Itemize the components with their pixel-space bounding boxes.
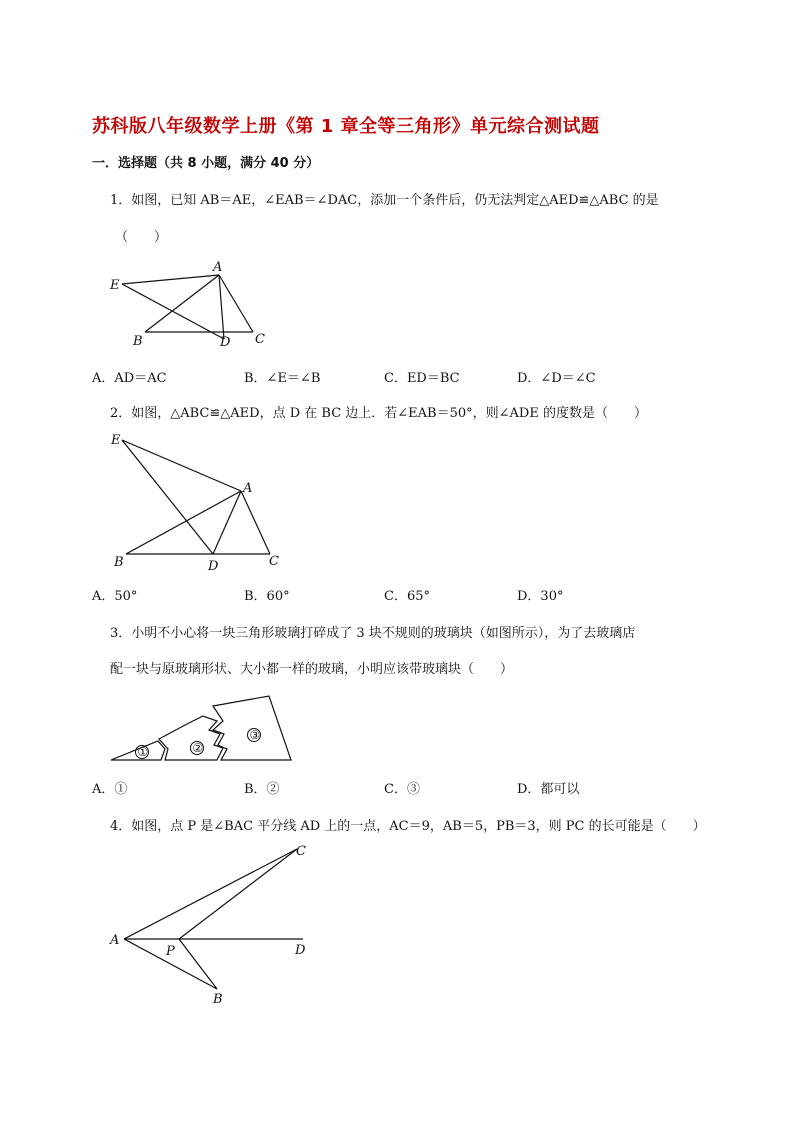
label-C: C xyxy=(269,554,279,569)
question-2-option-b[interactable]: B．60° xyxy=(244,589,290,604)
segment-AC xyxy=(219,275,253,332)
question-2-option-c[interactable]: C．65° xyxy=(384,589,430,604)
label-D: D xyxy=(208,559,219,574)
question-2-figure xyxy=(100,428,300,578)
question-1-answer-bracket: （ ） xyxy=(115,230,168,245)
segment-PC xyxy=(179,849,297,939)
question-4-figure xyxy=(100,840,320,1010)
page-title: 苏科版八年级数学上册《第 1 章全等三角形》单元综合测试题 xyxy=(92,116,600,137)
question-3-option-c[interactable]: C．③ xyxy=(384,782,420,797)
label-E: E xyxy=(111,433,121,448)
label-D: D xyxy=(220,335,231,350)
segment-AB xyxy=(126,491,241,554)
segment-ED xyxy=(122,440,213,554)
segment-EA xyxy=(122,440,241,491)
segment-AB xyxy=(145,275,219,332)
segment-AC xyxy=(241,491,270,554)
label-P: P xyxy=(166,944,175,959)
segment-EA xyxy=(122,275,219,284)
question-2-option-a[interactable]: A．50° xyxy=(92,589,138,604)
segment-AC xyxy=(124,849,297,939)
question-1-option-a[interactable]: A．AD＝AC xyxy=(92,371,167,386)
glass-piece-2 xyxy=(159,716,223,760)
question-1-option-d[interactable]: D．∠D＝∠C xyxy=(517,371,596,386)
segment-AD xyxy=(213,491,241,554)
question-2-stem: 2．如图，△ABC≌△AED，点 D 在 BC 边上．若∠EAB＝50°，则∠ADE 的度数是（ ） xyxy=(110,406,647,421)
question-3-option-d[interactable]: D．都可以 xyxy=(517,782,580,797)
question-3-stem-line2: 配一块与原玻璃形状、大小都一样的玻璃，小明应该带玻璃块（ ） xyxy=(110,662,514,677)
label-C: C xyxy=(255,332,265,347)
question-3-figure xyxy=(105,688,305,768)
section-heading: 一．选择题（共 8 小题，满分 40 分） xyxy=(92,156,320,171)
label-piece-3: ③ xyxy=(249,728,261,742)
question-1-option-c[interactable]: C．ED＝BC xyxy=(384,371,460,386)
segment-ED xyxy=(122,284,224,339)
question-3-option-a[interactable]: A．① xyxy=(92,782,128,797)
label-piece-1: ① xyxy=(137,745,149,759)
label-B: B xyxy=(133,334,143,349)
label-B: B xyxy=(114,555,124,570)
label-A: A xyxy=(213,260,223,275)
label-D: D xyxy=(295,943,306,958)
question-2-option-d[interactable]: D．30° xyxy=(517,589,564,604)
question-3-option-b[interactable]: B．② xyxy=(244,782,280,797)
label-A: A xyxy=(110,933,120,948)
question-1-stem: 1．如图，已知 AB＝AE，∠EAB＝∠DAC，添加一个条件后，仍无法判定△AED≌△ABC 的是 xyxy=(110,193,659,208)
question-4-stem: 4．如图，点 P 是∠BAC 平分线 AD 上的一点，AC＝9，AB＝5，PB＝3，则 PC 的长可能是（ ） xyxy=(110,819,706,834)
segment-AD xyxy=(219,275,224,339)
label-C: C xyxy=(296,844,306,859)
question-1-figure xyxy=(100,255,290,355)
label-A: A xyxy=(243,481,253,496)
segment-PB xyxy=(179,939,217,989)
question-3-stem: 3．小明不小心将一块三角形玻璃打碎成了 3 块不规则的玻璃块（如图所示），为了去玻璃店 xyxy=(110,626,636,641)
label-E: E xyxy=(110,278,120,293)
label-piece-2: ② xyxy=(192,741,204,755)
label-B: B xyxy=(213,992,223,1007)
question-1-option-b[interactable]: B．∠E＝∠B xyxy=(244,371,321,386)
